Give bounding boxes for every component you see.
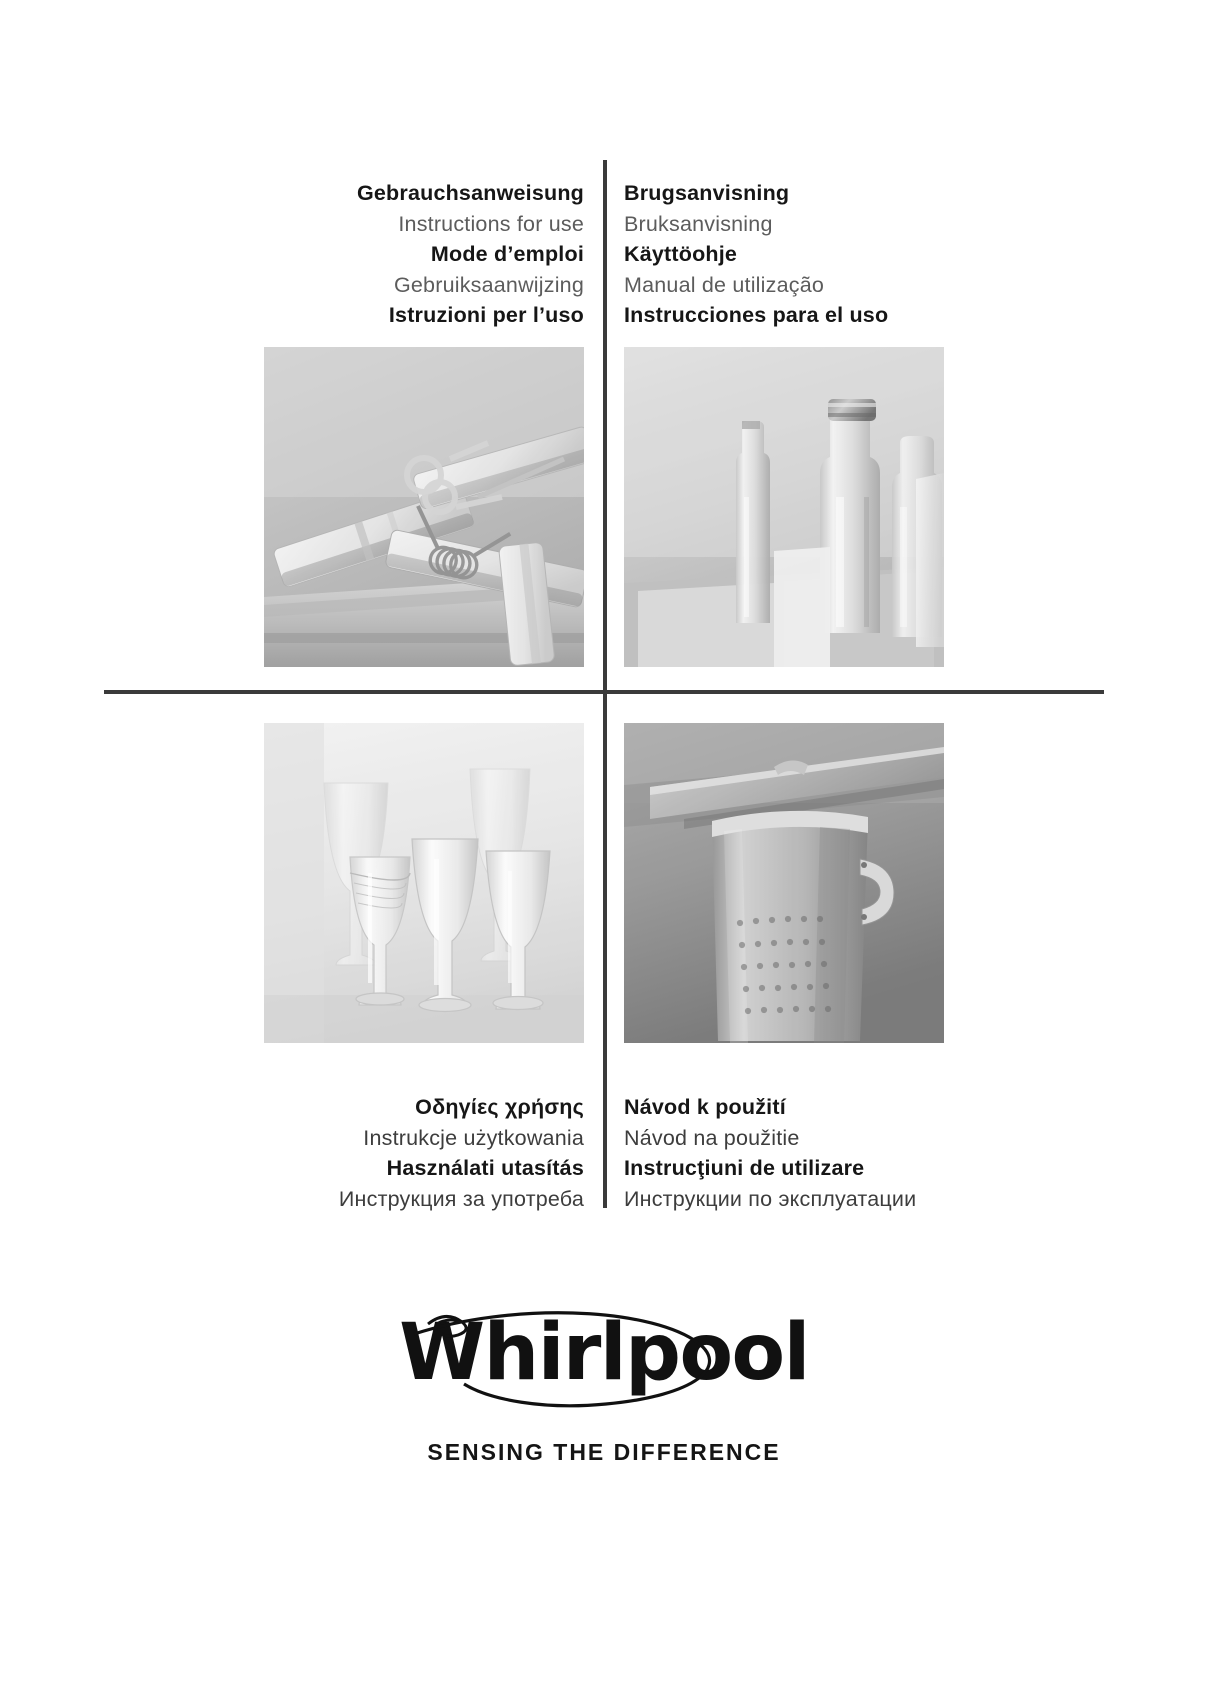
horizontal-divider (104, 690, 1104, 694)
language-item: Mode d’emploi (430, 242, 584, 266)
quadrant-top-right (624, 160, 1094, 675)
language-item: Istruzioni per l’uso (388, 303, 584, 327)
language-item: Gebruiksaanwijzing (393, 272, 584, 297)
language-item: Instrucţiuni de utilizare (624, 1156, 865, 1180)
language-item: Instrucciones para el uso (624, 303, 889, 327)
whirlpool-logo (394, 1300, 814, 1420)
quadrant-bottom-left (114, 705, 584, 1220)
language-item: Οδηγίες χρήσης (415, 1095, 584, 1119)
quadrant-bottom-right (624, 705, 1094, 1220)
language-item: Instructions for use (398, 211, 584, 236)
language-item: Gebrauchsanweisung (356, 181, 584, 205)
brand-block (0, 1300, 1208, 1466)
language-list-top-left (114, 178, 584, 331)
vertical-divider (603, 160, 607, 1208)
language-item: Használati utasítás (386, 1156, 584, 1180)
quadrant-top-left (114, 160, 584, 675)
milk-bottles-photo (624, 347, 944, 667)
language-item: Инструкции по эксплуатации (624, 1186, 917, 1211)
clothes-pegs-photo (264, 347, 584, 667)
laundry-basket-photo (624, 723, 944, 1043)
language-photo-grid (104, 160, 1104, 1220)
language-list-top-right (624, 178, 1094, 331)
language-list-bottom-left (114, 1092, 584, 1214)
language-item: Brugsanvisning (624, 181, 790, 205)
language-item: Käyttöohje (624, 242, 738, 266)
language-item: Инструкция за употреба (338, 1186, 584, 1211)
brand-name: Whirlpool (399, 1308, 809, 1398)
language-item: Bruksanvisning (624, 211, 773, 236)
language-item: Návod na použitie (624, 1125, 800, 1150)
wine-glasses-photo (264, 723, 584, 1043)
brand-tagline: SENSING THE DIFFERENCE (427, 1439, 781, 1465)
language-item: Návod k použití (624, 1095, 786, 1119)
language-item: Manual de utilização (624, 272, 825, 297)
language-list-bottom-right (624, 1092, 1094, 1214)
language-item: Instrukcje użytkowania (363, 1125, 584, 1150)
